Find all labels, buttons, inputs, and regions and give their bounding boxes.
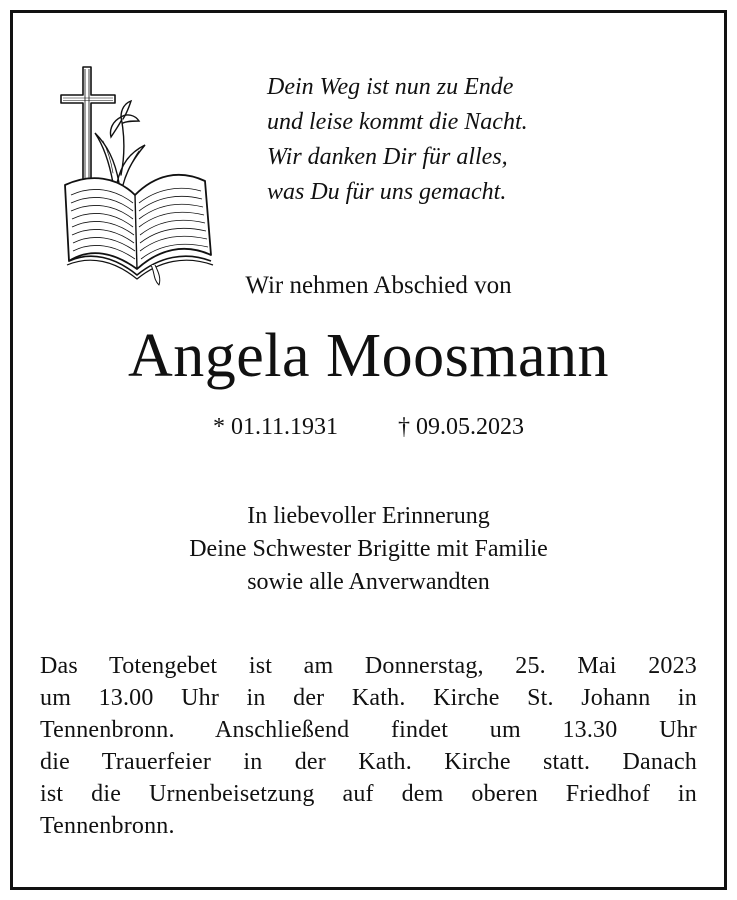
- notice-line: Das Totengebet ist am Donnerstag, 25. Mai 2023: [40, 653, 697, 679]
- notice-line: um 13.00 Uhr in der Kath. Kirche St. Johann in: [40, 685, 697, 711]
- life-dates: [0, 410, 737, 444]
- service-notice: [40, 650, 697, 842]
- birth-date: * 01.11.1931: [212, 414, 339, 440]
- mourners-block: [0, 500, 737, 599]
- cross-bible-lily-icon: [55, 65, 215, 290]
- death-date: † 09.05.2023: [398, 414, 525, 440]
- notice-line: die Trauerfeier in der Kath. Kirche statt. Danach: [40, 749, 697, 775]
- poem-line: was Du für uns gemacht.: [267, 179, 507, 205]
- poem-line: Dein Weg ist nun zu Ende: [267, 74, 514, 100]
- mourners-line: sowie alle Anverwandten: [247, 569, 490, 595]
- notice-line: Tennenbronn. Anschließend findet um 13.30 Uhr: [40, 717, 697, 743]
- mourners-line: In liebevoller Erinnerung: [247, 503, 490, 529]
- mourners-line: Deine Schwester Brigitte mit Familie: [189, 536, 548, 562]
- notice-line: Tennenbronn.: [40, 813, 175, 839]
- notice-line: ist die Urnenbeisetzung auf dem oberen Friedhof in: [40, 781, 697, 807]
- poem-line: und leise kommt die Nacht.: [267, 109, 528, 135]
- farewell-intro: Wir nehmen Abschied von: [245, 272, 512, 299]
- poem-line: Wir danken Dir für alles,: [267, 144, 508, 170]
- deceased-name: Angela Moosmann: [127, 322, 610, 390]
- poem-verse: [267, 70, 687, 210]
